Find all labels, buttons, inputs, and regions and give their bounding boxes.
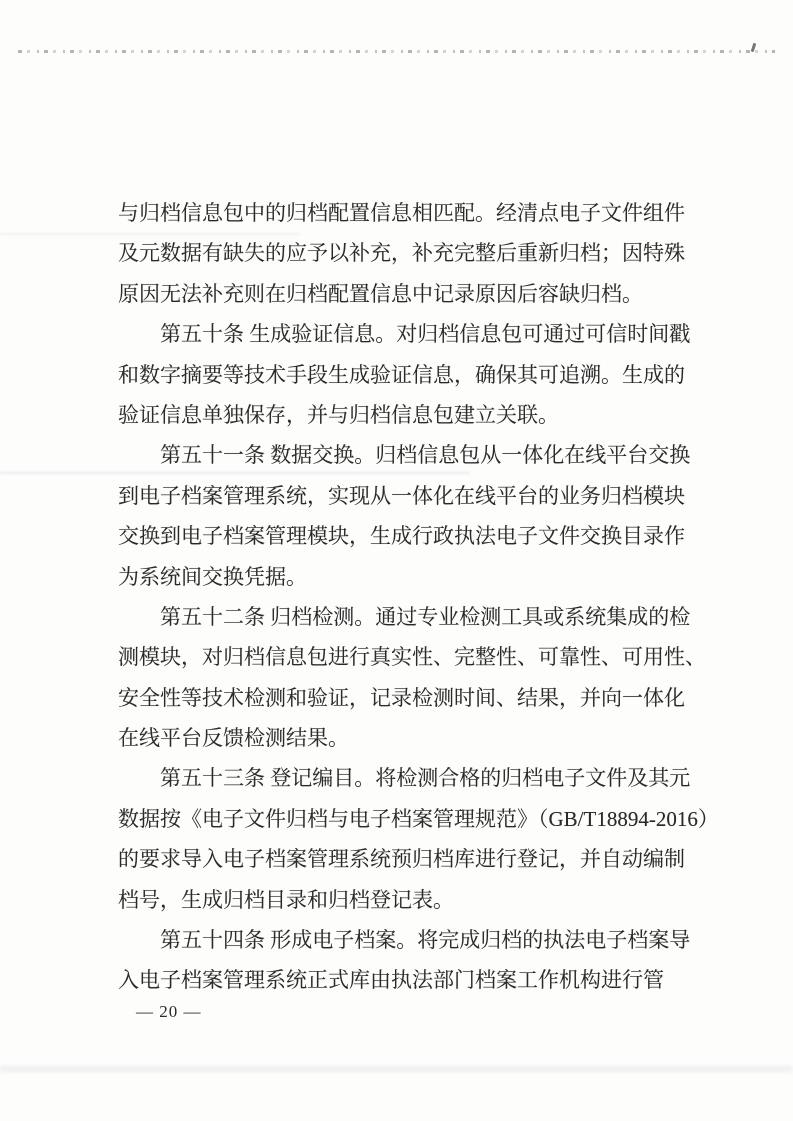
text-line: 在线平台反馈检测结果。 [118, 726, 349, 751]
article-50-sheng-cheng-yan-zheng-xin-xi [118, 314, 758, 435]
text-line: 第五十四条 形成电子档案。将完成归档的执法电子档案导 [118, 928, 691, 953]
article-52-gui-dang-jian-ce [118, 597, 758, 759]
text-line: 验证信息单独保存，并与归档信息包建立关联。 [118, 402, 559, 427]
text-line: 为系统间交换凭据。 [118, 564, 307, 589]
text-line: 和数字摘要等技术手段生成验证信息，确保其可追溯。生成的 [118, 362, 685, 387]
text-line: 数据按《电子文件归档与电子档案管理规范》（GB/T18894-2016） [118, 806, 719, 831]
text-line: 的要求导入电子档案管理系统预归档库进行登记，并自动编制 [118, 847, 685, 872]
article-51-shu-ju-jiao-huan [118, 435, 758, 597]
text-line: 档号，生成归档目录和归档登记表。 [118, 887, 454, 912]
text-line: 原因无法补充则在归档配置信息中记录原因后容缺归档。 [118, 281, 643, 306]
document-body [118, 193, 758, 1001]
article-54-xing-cheng-dian-zi-dang-an [118, 920, 758, 1001]
text-line: 第五十三条 登记编目。将检测合格的归档电子文件及其元 [118, 766, 691, 791]
text-line: 第五十二条 归档检测。通过专业检测工具或系统集成的检 [118, 604, 691, 629]
text-line: 测模块，对归档信息包进行真实性、完整性、可靠性、可用性、 [118, 645, 706, 670]
scan-smudge [0, 1066, 793, 1072]
article-53-deng-ji-bian-mu [118, 758, 758, 920]
text-line: 入电子档案管理系统正式库由执法部门档案工作机构进行管 [118, 968, 664, 993]
text-line: 及元数据有缺失的应予以补充，补充完整后重新归档；因特殊 [118, 241, 685, 266]
text-line: 与归档信息包中的归档配置信息相匹配。经清点电子文件组件 [118, 201, 685, 225]
text-line: 交换到电子档案管理模块，生成行政执法电子文件交换目录作 [118, 524, 685, 549]
text-line: 到电子档案管理系统，实现从一体化在线平台的业务归档模块 [118, 483, 685, 508]
text-line: 安全性等技术检测和验证，记录检测时间、结果，并向一体化 [118, 685, 685, 710]
text-line: 第五十条 生成验证信息。对归档信息包可通过可信时间戳 [118, 322, 691, 347]
text-line: 第五十一条 数据交换。归档信息包从一体化在线平台交换 [118, 443, 691, 468]
scan-artifact-dashed-line [18, 50, 775, 53]
para-continuation [118, 193, 758, 314]
page-number: — 20 — [136, 1002, 202, 1021]
